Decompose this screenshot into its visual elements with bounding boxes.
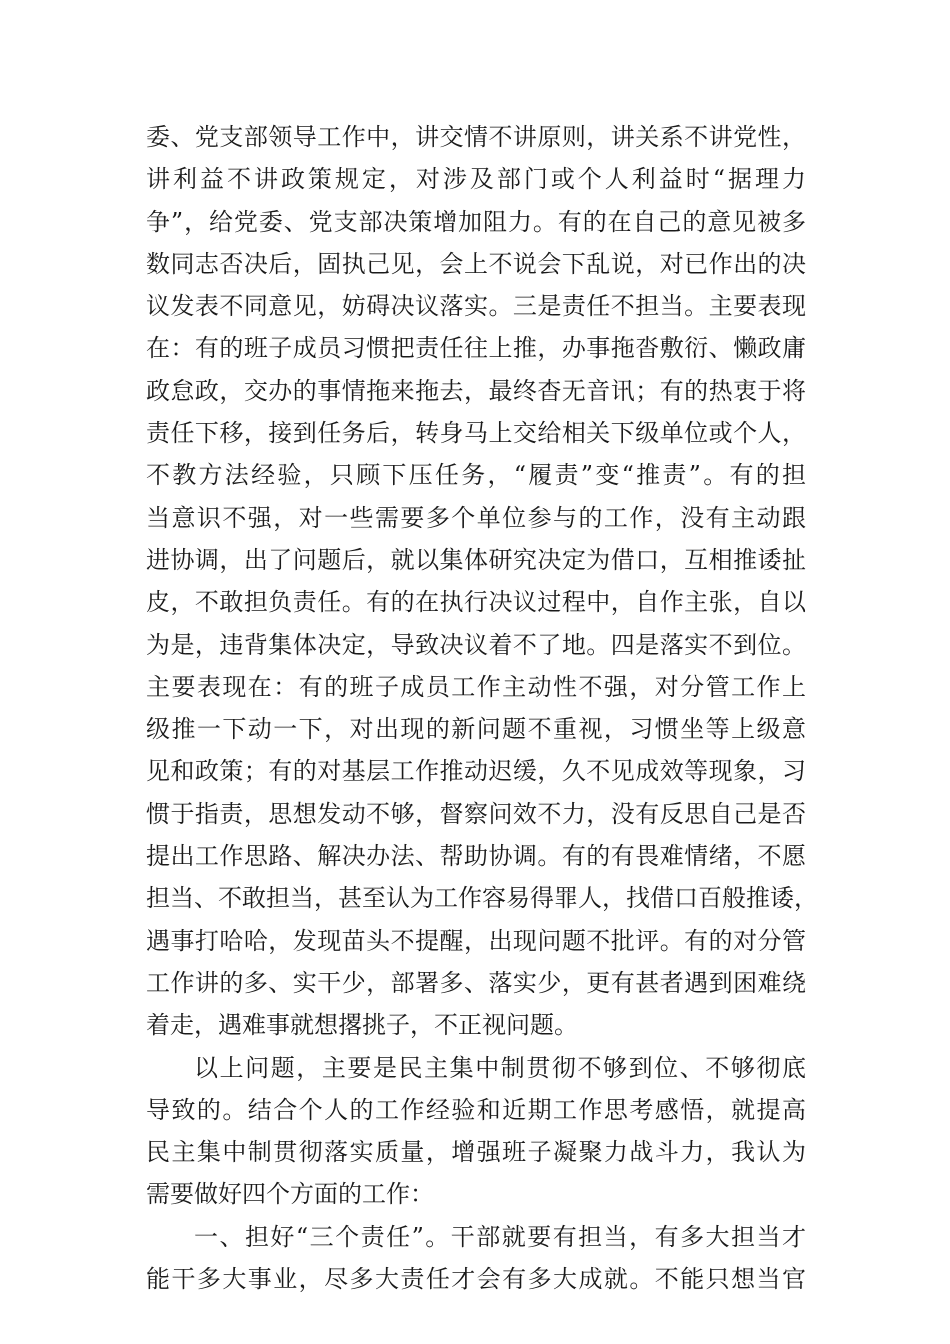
text-line: 委、党支部领导工作中，讲交情不讲原则，讲关系不讲党性， <box>146 123 806 151</box>
text-line: 导致的。结合个人的工作经验和近期工作思考感悟，就提高 <box>146 1095 806 1124</box>
text-line: 一、担好“三个责任”。干部就要有担当，有多大担当才 <box>194 1222 806 1251</box>
text-line: 政怠政，交办的事情拖来拖去，最终杳无音讯；有的热衷于将 <box>146 376 806 405</box>
text-line: 当意识不强，对一些需要多个单位参与的工作，没有主动跟 <box>146 503 806 532</box>
text-line: 争”，给党委、党支部决策增加阻力。有的在自己的意见被多 <box>146 207 806 236</box>
text-line: 级推一下动一下，对出现的新问题不重视，习惯坐等上级意 <box>146 715 806 744</box>
text-line: 遇事打哈哈，发现苗头不提醒，出现问题不批评。有的对分管 <box>146 926 806 955</box>
text-line: 提出工作思路、解决办法、帮助协调。有的有畏难情绪，不愿 <box>146 842 806 871</box>
text-line: 在：有的班子成员习惯把责任往上推，办事拖沓敷衍、懒政庸 <box>146 334 806 363</box>
text-line: 需要做好四个方面的工作： <box>146 1180 434 1209</box>
text-line: 工作讲的多、实干少，部署多、落实少，更有甚者遇到困难绕 <box>146 968 806 997</box>
text-line: 民主集中制贯彻落实质量，增强班子凝聚力战斗力，我认为 <box>146 1138 806 1167</box>
text-line: 着走，遇难事就想撂挑子，不正视问题。 <box>146 1011 578 1040</box>
text-line: 讲利益不讲政策规定，对涉及部门或个人利益时“据理力 <box>146 165 806 194</box>
body-text <box>146 116 818 1300</box>
text-line: 见和政策；有的对基层工作推动迟缓，久不见成效等现象，习 <box>146 757 806 786</box>
text-line: 皮，不敢担负责任。有的在执行决议过程中，自作主张，自以 <box>146 588 806 617</box>
text-line: 数同志否决后，固执己见，会上不说会下乱说，对已作出的决 <box>146 249 806 278</box>
text-line: 以上问题，主要是民主集中制贯彻不够到位、不够彻底 <box>194 1053 806 1082</box>
text-line: 担当、不敢担当，甚至认为工作容易得罪人，找借口百般推诿， <box>146 884 818 913</box>
text-line: 能干多大事业，尽多大责任才会有多大成就。不能只想当官 <box>146 1265 806 1294</box>
text-line: 惯于指责，思想发动不够，督察问效不力，没有反思自己是否 <box>146 799 806 828</box>
text-line: 不教方法经验，只顾下压任务，“履责”变“推责”。有的担 <box>146 461 806 490</box>
text-line: 为是，违背集体决定，导致决议着不了地。四是落实不到位。 <box>146 630 806 659</box>
text-line: 主要表现在：有的班子成员工作主动性不强，对分管工作上 <box>146 672 806 701</box>
text-line: 责任下移，接到任务后，转身马上交给相关下级单位或个人， <box>146 419 806 448</box>
text-line: 议发表不同意见，妨碍决议落实。三是责任不担当。主要表现 <box>146 292 806 321</box>
text-line: 进协调，出了问题后，就以集体研究决定为借口，互相推诿扯 <box>146 545 806 574</box>
